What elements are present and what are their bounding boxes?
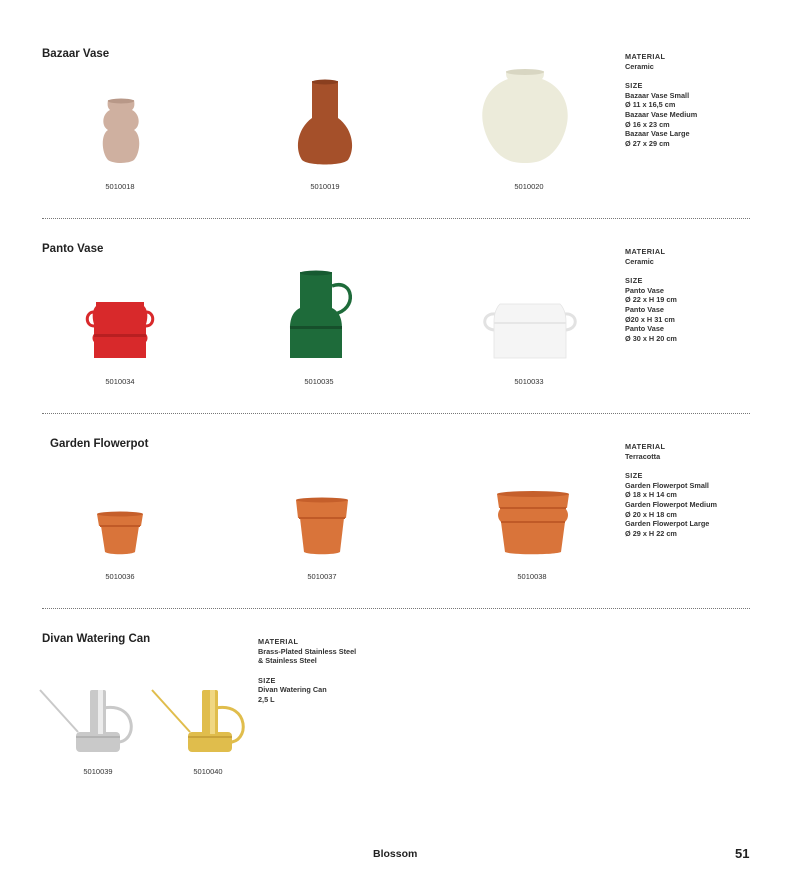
panto-vase-medium-image xyxy=(288,268,356,360)
section-divider xyxy=(42,608,750,609)
product-code: 5010019 xyxy=(310,182,340,191)
size-line: Ø 22 x H 19 cm xyxy=(625,295,677,305)
size-line: Bazaar Vase Large xyxy=(625,129,690,139)
panto-vase-small-image xyxy=(84,298,156,360)
material-label: MATERIAL xyxy=(258,637,299,646)
size-line: Ø 20 x H 18 cm xyxy=(625,509,677,519)
size-line: Bazaar Vase Medium xyxy=(625,109,698,119)
spec-block xyxy=(625,52,697,148)
product-code: 5010038 xyxy=(517,572,547,581)
section-title-divan-watering-can: Divan Watering Can xyxy=(42,633,151,645)
bazaar-vase-large-image xyxy=(480,68,570,166)
product-code: 5010034 xyxy=(105,377,135,386)
section-divider xyxy=(42,218,750,219)
spec-block xyxy=(258,637,356,705)
size-line: 2,5 L xyxy=(258,694,275,704)
product-code: 5010040 xyxy=(193,767,223,776)
size-line: Ø20 x H 31 cm xyxy=(625,314,675,324)
material-value: Ceramic xyxy=(625,256,654,266)
page-number: 51 xyxy=(735,846,750,861)
spec-block xyxy=(625,247,677,343)
size-line: Ø 11 x 16,5 cm xyxy=(625,100,676,110)
section-title-garden-flowerpot: Garden Flowerpot xyxy=(50,438,149,450)
material-value: Terracotta xyxy=(625,451,661,461)
product-code: 5010035 xyxy=(304,377,334,386)
material-label: MATERIAL xyxy=(625,442,666,451)
material-value: Brass-Plated Stainless Steel xyxy=(258,646,357,656)
size-line: Ø 27 x 29 cm xyxy=(625,138,670,148)
size-label: SIZE xyxy=(625,471,643,481)
product-code: 5010036 xyxy=(105,572,135,581)
footer-brand: Blossom xyxy=(373,848,418,860)
size-line: Garden Flowerpot Large xyxy=(625,519,710,529)
product-code: 5010037 xyxy=(307,572,337,581)
size-line: Panto Vase xyxy=(625,324,664,334)
size-line: Garden Flowerpot Small xyxy=(625,480,709,490)
material-label: MATERIAL xyxy=(625,247,666,256)
section-title-bazaar-vase: Bazaar Vase xyxy=(42,48,110,60)
size-line: Ø 29 x H 22 cm xyxy=(625,528,677,538)
size-label: SIZE xyxy=(625,276,643,286)
product-code: 5010018 xyxy=(105,182,135,191)
garden-flowerpot-small-image xyxy=(95,510,145,556)
divan-watering-can-steel-image xyxy=(38,686,138,754)
size-line: Panto Vase xyxy=(625,285,664,295)
section-title-panto-vase: Panto Vase xyxy=(42,243,104,255)
product-code: 5010033 xyxy=(514,377,544,386)
spec-block xyxy=(625,442,717,538)
bazaar-vase-small-image xyxy=(98,96,144,166)
product-code: 5010039 xyxy=(83,767,113,776)
size-line: Ø 16 x 23 cm xyxy=(625,119,670,129)
material-label: MATERIAL xyxy=(625,52,666,61)
garden-flowerpot-large-image xyxy=(495,490,571,556)
size-line: Panto Vase xyxy=(625,304,664,314)
divan-watering-can-brass-image xyxy=(150,686,250,754)
product-code: 5010020 xyxy=(514,182,544,191)
panto-vase-large-image xyxy=(480,300,580,360)
section-divider xyxy=(42,413,750,414)
material-value: Ceramic xyxy=(625,61,654,71)
size-line: Bazaar Vase Small xyxy=(625,90,690,100)
size-line: Garden Flowerpot Medium xyxy=(625,499,718,509)
garden-flowerpot-medium-image xyxy=(294,496,350,556)
bazaar-vase-medium-image xyxy=(296,78,354,168)
size-label: SIZE xyxy=(625,81,643,91)
material-value: & Stainless Steel xyxy=(258,656,317,666)
size-line: Ø 18 x H 14 cm xyxy=(625,490,677,500)
size-line: Ø 30 x H 20 cm xyxy=(625,333,677,343)
size-line: Divan Watering Can xyxy=(258,685,327,695)
size-label: SIZE xyxy=(258,675,276,685)
